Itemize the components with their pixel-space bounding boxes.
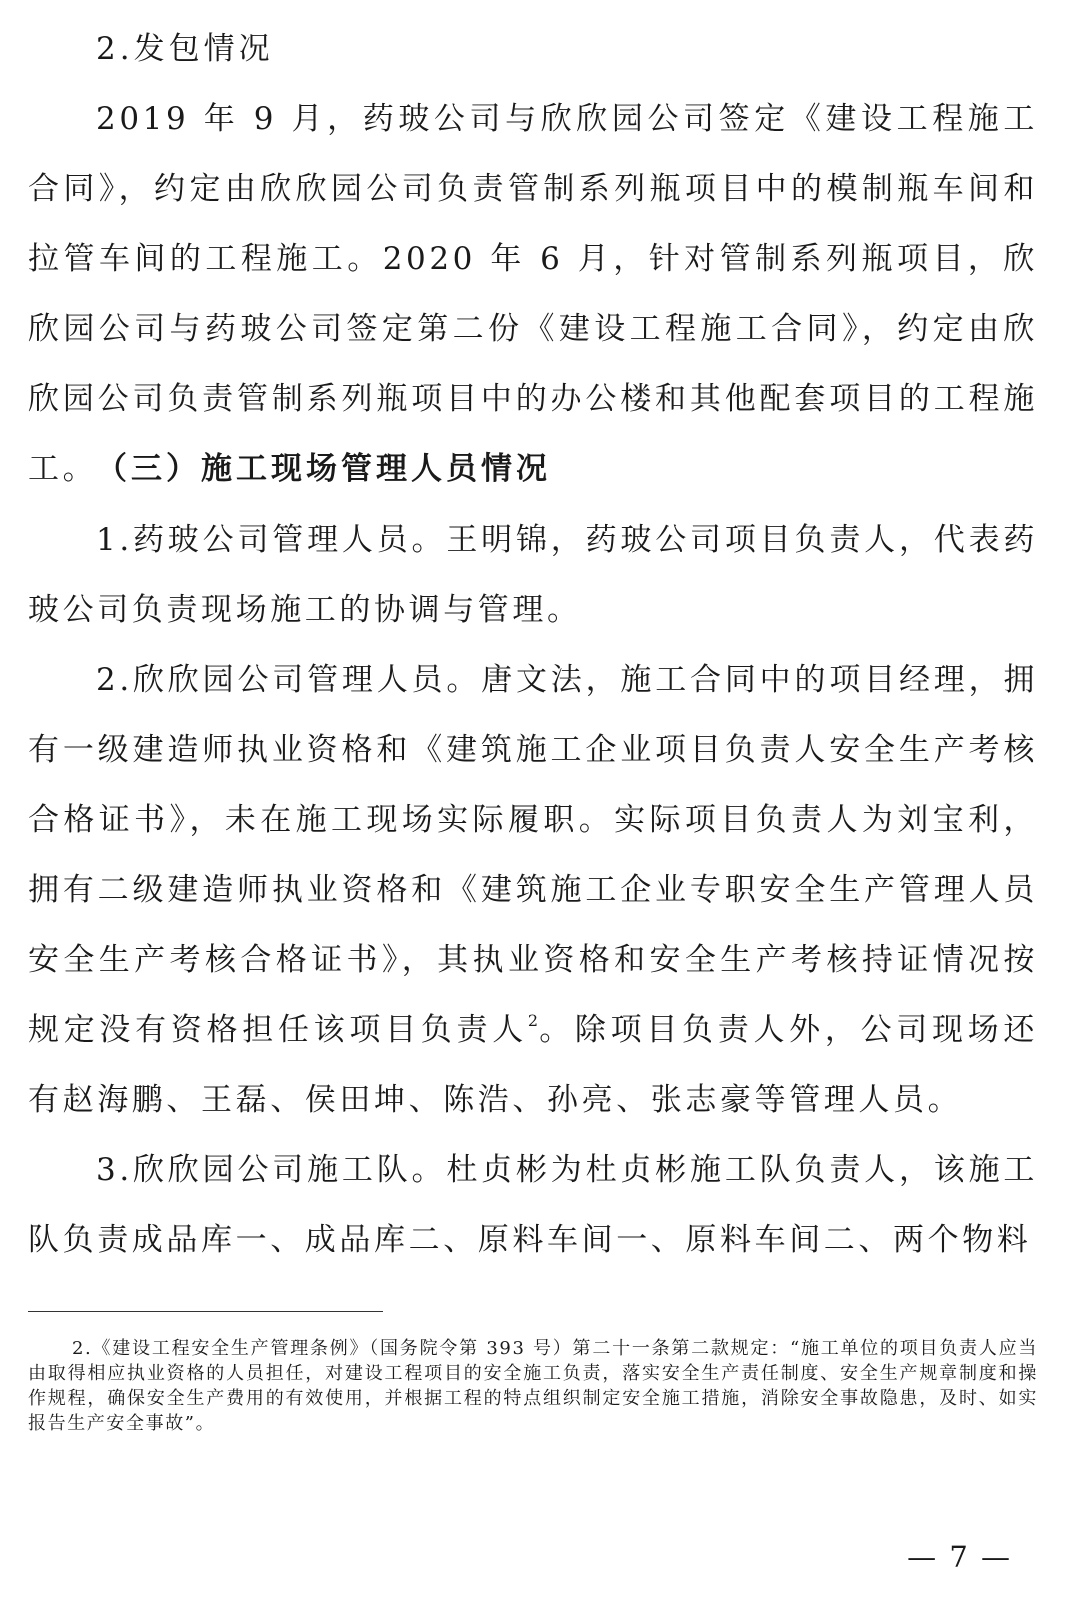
footnote-divider [28, 1311, 383, 1312]
paragraph-construction-team: 3.欣欣园公司施工队。杜贞彬为杜贞彬施工队负责人，该施工队负责成品库一、成品库二、原料车间一、原料车间二、两个物料 [28, 1152, 1038, 1258]
paragraph-xinxinyuan-managers [28, 645, 1038, 1135]
subsection-heading: 2.发包情况 [96, 31, 274, 67]
page-number: — 7 — [907, 1540, 1012, 1574]
paragraph-text-before-ref: 2.欣欣园公司管理人员。唐文法，施工合同中的项目经理，拥有一级建造师执业资格和《建筑施工企业项目负责人安全生产考核合格证书》，未在施工现场实际履职。实际项目负责人为刘宝利，拥有二级建造师执业资格和《建筑施工企业专职安全生产管理人员安全生产考核合格证书》，其执业资格和安全生产考核持证情况按规定没有资格担任该项目负责人 [28, 662, 1038, 1048]
footnote-text: 2.《建设工程安全生产管理条例》（国务院令第 393 号）第二十一条第二款规定：“施工单位的项目负责人应当由取得相应执业资格的人员担任，对建设工程项目的安全施工负责，落实安全生产责任制度、安全生产规章制度和操作规程，确保安全生产费用的有效使用，并根据工程的特点组织制定安全施工措施，消除安全事故隐患，及时、如实报告生产安全事故”。 [28, 1338, 1038, 1434]
footnote-reference[interactable]: 2 [527, 1011, 539, 1030]
paragraph-yaobo-managers: 1.药玻公司管理人员。王明锦，药玻公司项目负责人，代表药玻公司负责现场施工的协调与管理。 [28, 522, 1038, 628]
paragraph-contract: 2019 年 9 月，药玻公司与欣欣园公司签定《建设工程施工合同》，约定由欣欣园公司负责管制系列瓶项目中的模制瓶车间和拉管车间的工程施工。2020 年 6 月，针对管制系列瓶项目，欣欣园公司与药玻公司签定第二份《建设工程施工合同》，约定由欣欣园公司负责管制系列瓶项目中的办公楼和其他配套项目的工程施工。 [28, 101, 1038, 487]
paragraph-text-after-ref: 。除项目负责人外，公司现场还有赵海鹏、王磊、侯田坤、陈浩、孙亮、张志豪等管理人员。 [28, 1012, 1038, 1118]
document-page [28, 0, 1052, 1601]
section-heading: （三）施工现场管理人员情况 [96, 451, 551, 487]
